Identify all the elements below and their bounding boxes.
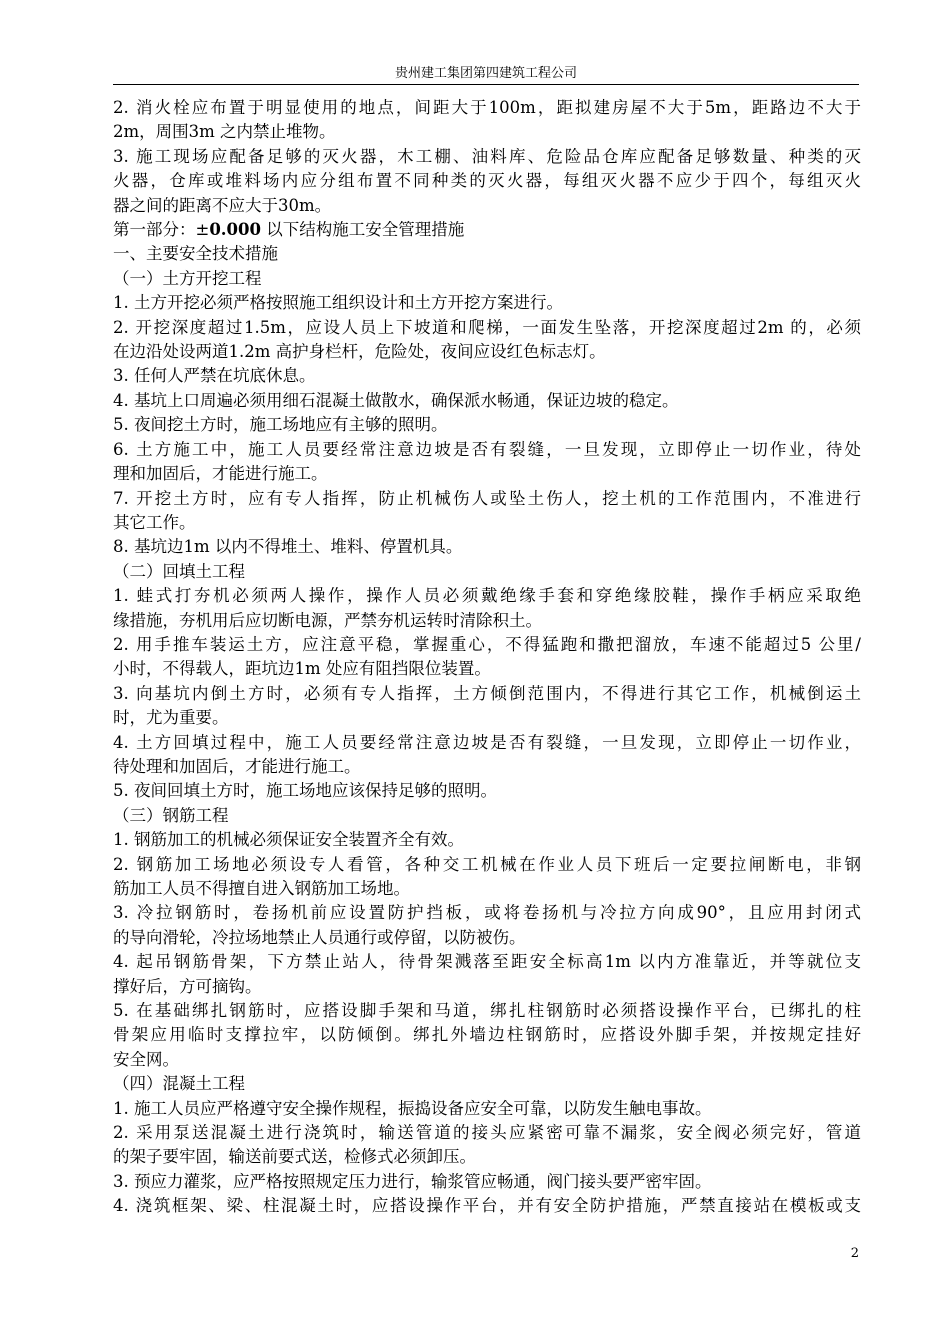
text-line: 理和加固后，才能进行施工。 (113, 464, 328, 484)
text-line: 5. 夜间挖土方时，施工场地应有主够的照明。 (113, 415, 448, 435)
text-line: 3. 施工现场应配备足够的灭火器，木工棚、油料库、危险品仓库应配备足够数量、种类的灭 (113, 146, 861, 166)
text-line: 的架子要牢固，输送前要式送，检修式必须卸压。 (113, 1147, 476, 1167)
text-line: 1. 钢筋加工的机械必须保证安全装置齐全有效。 (113, 830, 464, 850)
text-line: 7. 开挖土方时，应有专人指挥，防止机械伤人或坠土伤人，挖土机的工作范围内，不准进行 (113, 488, 861, 508)
text-line: 时，尤为重要。 (113, 708, 229, 728)
text-line: （四）混凝土工程 (113, 1074, 245, 1094)
text-line: 骨架应用临时支撑拉牢，以防倾倒。绑扎外墙边柱钢筋时，应搭设外脚手架，并按规定挂好 (113, 1025, 861, 1045)
text-line: 5. 夜间回填土方时，施工场地应该保持足够的照明。 (113, 781, 497, 801)
text-line: （二）回填土工程 (113, 561, 245, 581)
text-line: 1. 施工人员应严格遵守安全操作规程，振捣设备应安全可靠，以防发生触电事故。 (113, 1098, 712, 1118)
text-line: 撑好后，方可摘钩。 (113, 976, 262, 996)
document-body (113, 96, 861, 1219)
text-line: 3. 预应力灌浆，应严格按照规定压力进行，输浆管应畅通，阀门接头要严密牢固。 (113, 1171, 712, 1191)
text-line: 2. 开挖深度超过1.5m，应设人员上下坡道和爬梯，一面发生坠落，开挖深度超过2m 的，必须 (113, 317, 861, 337)
page-number: 2 (850, 1246, 859, 1261)
text-line: 2. 采用泵送混凝土进行浇筑时，输送管道的接头应紧密可靠不漏浆，安全阀必须完好，管道 (113, 1123, 861, 1143)
text-line: 待处理和加固后，才能进行施工。 (113, 756, 361, 776)
text-line: 第一部分：±0.000 以下结构施工安全管理措施 (113, 220, 465, 240)
text-line: 筋加工人员不得擅自进入钢筋加工场地。 (113, 879, 410, 898)
text-line: 8. 基坑边1m 以内不得堆土、堆料、停置机具。 (113, 537, 463, 557)
text-line: 缘措施，夯机用后应切断电源，严禁夯机运转时清除积土。 (113, 610, 542, 630)
text-line: 小时，不得载人，距坑边1m 处应有阻挡限位装置。 (113, 659, 491, 679)
text-line: 2. 钢筋加工场地必须设专人看管，各种交工机械在作业人员下班后一定要拉闸断电，非钢 (113, 854, 861, 874)
text-line: 的导向滑轮，冷拉场地禁止人员通行或停留，以防被伤。 (113, 927, 526, 947)
page-header: 贵州建工集团第四建筑工程公司 (394, 66, 577, 81)
text-line: 1. 土方开挖必须严格按照施工组织设计和土方开挖方案进行。 (113, 293, 563, 313)
text-line: 其它工作。 (113, 512, 196, 532)
text-line: 器之间的距离不应大于30m。 (113, 195, 332, 215)
text-line: 1. 蛙式打夯机必须两人操作，操作人员必须戴绝缘手套和穿绝缘胶鞋，操作手柄应采取绝 (113, 586, 861, 606)
text-line: 安全网。 (113, 1049, 179, 1069)
text-line: 6. 土方施工中，施工人员要经常注意边坡是否有裂缝，一旦发现，立即停止一切作业，待处 (113, 439, 861, 459)
text-line: 2. 消火栓应布置于明显使用的地点，间距大于100m，距拟建房屋不大于5m，距路边不大于 (113, 98, 861, 117)
text-line: 4. 土方回填过程中，施工人员要经常注意边坡是否有裂缝，一旦发现，立即停止一切作业， (113, 732, 861, 752)
text-line: 4. 浇筑框架、梁、柱混凝土时，应搭设操作平台，并有安全防护措施，严禁直接站在模板或支 (113, 1196, 861, 1216)
text-line: 2. 用手推车装运土方，应注意平稳，掌握重心，不得猛跑和撒把溜放，车速不能超过5 公里/ (113, 634, 861, 654)
text-line: 一、主要安全技术措施 (113, 244, 278, 264)
text-line: 火器，仓库或堆料场内应分组布置不同种类的灭火器，每组灭火器不应少于四个，每组灭火 (113, 171, 861, 191)
text-line: （三）钢筋工程 (113, 805, 229, 825)
text-line: 3. 任何人严禁在坑底休息。 (113, 366, 316, 386)
text-line: 4. 起吊钢筋骨架，下方禁止站人，待骨架溅落至距安全标高1m 以内方准靠近，并等就位支 (113, 952, 861, 972)
text-line: 2m，周围3m 之内禁止堆物。 (113, 122, 336, 142)
text-line: 3. 向基坑内倒土方时，必须有专人指挥，土方倾倒范围内，不得进行其它工作，机械倒运土 (113, 683, 861, 703)
text-line: 3. 冷拉钢筋时，卷扬机前应设置防护挡板，或将卷扬机与冷拉方向成90°，且应用封闭式 (113, 903, 861, 923)
text-line: 4. 基坑上口周遍必须用细石混凝土做散水，确保派水畅通，保证边坡的稳定。 (113, 390, 679, 410)
header-divider (113, 84, 859, 85)
text-line: 在边沿处设两道1.2m 高护身栏杆，危险处，夜间应设红色标志灯。 (113, 342, 606, 362)
text-line: （一）土方开挖工程 (113, 268, 262, 288)
text-line: 5. 在基础绑扎钢筋时，应搭设脚手架和马道，绑扎柱钢筋时必须搭设操作平台，已绑扎的柱 (113, 1001, 861, 1021)
